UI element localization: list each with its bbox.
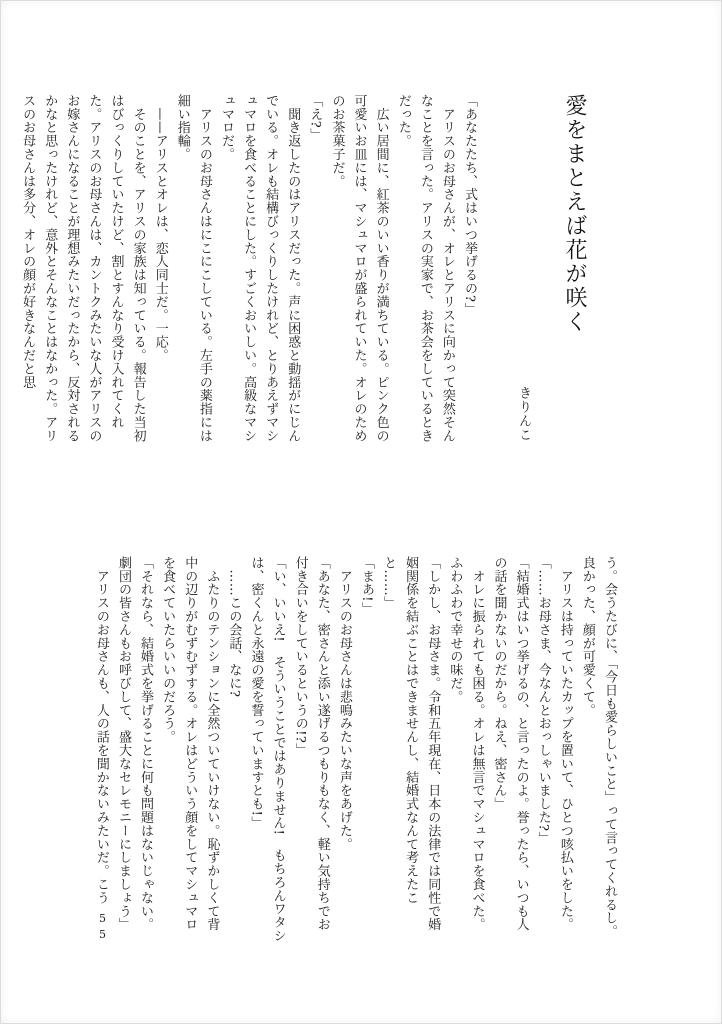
story-title: 愛をまとえば花が咲く bbox=[562, 94, 587, 334]
paragraph: 「あなた、密さんと添い遂げるつもりもなく、軽い気持ちでお付き合いをしているというの!?」 bbox=[292, 556, 330, 932]
paragraph: ふたりのテンションに全然ついていけない。恥ずかしくて背中の辺りがむずむずする。オレはどういう顔をしてマシュマロを食べていたらいいのだろう。 bbox=[160, 556, 220, 932]
paragraph: ——アリスとオレは、恋人同士だ。一応。 bbox=[152, 94, 168, 362]
paragraph: 「結婚式はいつ挙げるの、と言ったのよ。誉ったら、いつも人の話を聞かないのだから。ねえ、密さん」 bbox=[491, 556, 529, 932]
paragraph: ……この会話、なに? bbox=[226, 556, 242, 698]
paragraph: 広い居間に、紅茶のいい香りが満ちている。ピンク色の可愛いお皿には、マシュマロが盛られていた。オレのためのお茶菓子だ。 bbox=[329, 94, 389, 443]
paragraph: アリスのお母さんはにこにこしている。左手の薬指には細い指輪。 bbox=[174, 94, 212, 443]
paragraph: 「……お母さま、今なんとおっしゃいました?」 bbox=[535, 556, 551, 845]
paragraph: そのことを、アリスの家族は知っている。報告した当初はびっくりしていたけど、割とすんなり受け入れてくれた。アリスのお母さんは、カントクみたいな人がアリスのお嫁さんになることが理想みたいだったから、反対されるかなと思ったけれど、意外とそんなことはなかった。アリスのお母さんは多分、オレの顔が好きなんだと思 bbox=[20, 94, 146, 443]
paragraph: オレに振られても困る。オレは無言でマシュマロを食べた。ふわふわで幸せの味だ。 bbox=[447, 556, 485, 932]
paragraph: 「あなたたち、式はいつ挙げるの?」 bbox=[462, 94, 477, 316]
paragraph: 聞き返したのはアリスだった。声に困惑と動揺がにじんでいる。オレも結構びっくりしたけれど、とりあえずマシュマロを食べることにした。すごくおいしい。高級なマシュマロだ。 bbox=[218, 94, 301, 443]
page-number: 55 bbox=[96, 912, 109, 944]
text-block-top bbox=[16, 94, 620, 448]
paragraph: 「しかし、お母さま。令和五年現在、日本の法律では同性で婚姻関係を結ぶことはできませんし、結婚式なんて考えたこと……」 bbox=[381, 556, 441, 932]
story-body-top bbox=[16, 94, 480, 448]
paragraph: アリスは持っていたカップを置いて、ひとつ咳払いをした。 bbox=[557, 556, 573, 932]
paragraph: アリスのお母さんは悲鳴みたいな声をあげた。 bbox=[336, 556, 352, 851]
paragraph: 「え?」 bbox=[307, 94, 323, 142]
paragraph: 「い、いいえ! そういうことではありません! もちろんワタシは、密くんと永遠の愛を誓っていますとも!」 bbox=[248, 556, 286, 943]
paragraph: う。会うたびに、「今日も愛らしいこと」って言ってくれるし。良かった、顔が可愛くて。 bbox=[579, 556, 617, 939]
paragraph: 「まあ!」 bbox=[358, 556, 374, 616]
paragraph: アリスのお母さんも、人の話を聞かないみたいだ。こう bbox=[93, 556, 109, 905]
author-name: きりんこ bbox=[516, 386, 531, 442]
text-block-bottom bbox=[90, 556, 620, 944]
paragraph: 「それなら、結婚式を挙げることに何も問題はないじゃない。劇団の皆さんもお呼びして、盛大なセレモニーにしましょう」 bbox=[115, 556, 154, 932]
paragraph: アリスのお母さんが、オレとアリスに向かって突然そんなことを言った。アリスの実家で、お茶会をしているときだった。 bbox=[395, 94, 455, 443]
